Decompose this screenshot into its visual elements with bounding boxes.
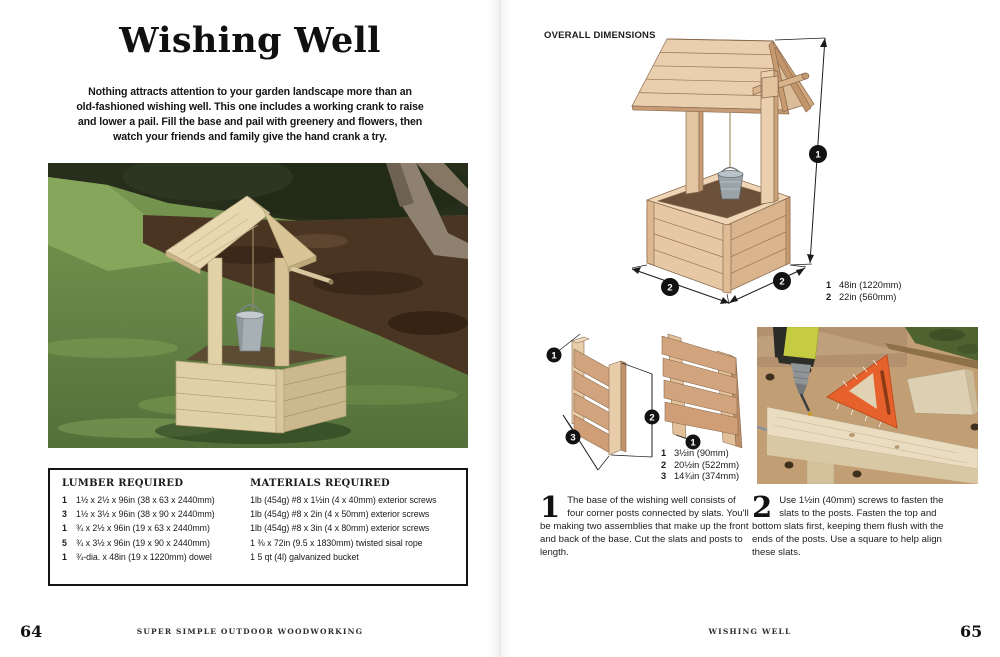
- lumber-row: [62, 493, 250, 507]
- wishing-well-garden-photo: [48, 163, 468, 448]
- roof: [632, 39, 814, 114]
- back-post: [686, 100, 703, 194]
- svg-text:1: 1: [690, 437, 696, 449]
- intro-line: old-fashioned wishing well. This one includes a working crank to raise: [76, 101, 424, 113]
- svg-text:3: 3: [570, 432, 576, 444]
- dimension-row: 1 48in (1220mm): [826, 280, 902, 290]
- intro-line: and lower a pail. Fill the base and pail with greenery and flowers, then: [77, 116, 423, 128]
- lumber-desc: ¾ x 2½ x 96in (19 x 63 x 2440mm): [76, 523, 210, 534]
- overall-dimensions-heading: OVERALL DIMENSIONS: [544, 30, 656, 41]
- lumber-heading: LUMBER REQUIRED: [62, 478, 184, 489]
- lumber-desc: ¾-dia. x 48in (19 x 1220mm) dowel: [76, 551, 212, 562]
- screw-head: [808, 412, 812, 416]
- materials-row: 1lb (454g) #8 x 3in (4 x 80mm) exterior screws: [250, 523, 430, 534]
- wishing-well-isometric-drawing: [592, 16, 892, 316]
- materials-required-list: [250, 478, 454, 584]
- drilling-step-photo: [757, 327, 978, 484]
- lumber-row: [62, 521, 250, 535]
- dimension-row: 3 14¾in (374mm): [661, 471, 740, 482]
- step-number: 1: [540, 490, 561, 524]
- page-title: Wishing Well: [119, 20, 381, 61]
- lumber-row: [62, 536, 250, 550]
- dimension-row: 2 22in (560mm): [826, 291, 897, 302]
- materials-heading: MATERIALS REQUIRED: [250, 478, 391, 489]
- left-post: [208, 258, 222, 368]
- page-number-left: 64: [20, 622, 43, 641]
- page-spine: [488, 0, 512, 657]
- lumber-qty: 3: [62, 509, 67, 520]
- lumber-required-list: [62, 478, 250, 584]
- lumber-qty: 1: [62, 495, 67, 505]
- lumber-desc: ¾ x 3½ x 96in (19 x 90 x 2440mm): [76, 537, 210, 548]
- running-footer-series: SUPER SIMPLE OUTDOOR WOODWORKING: [136, 627, 364, 636]
- svg-text:1: 1: [551, 350, 557, 362]
- bucket: [718, 168, 743, 200]
- lumber-desc: 1½ x 3½ x 96in (38 x 90 x 2440mm): [76, 509, 215, 520]
- intro-line: Nothing attracts attention to your garden landscape more than an: [88, 86, 412, 98]
- lumber-row: [62, 507, 250, 521]
- panel-dimensions-legend: [661, 448, 739, 483]
- right-panel-assembly: [662, 334, 742, 448]
- requirements-box: [48, 468, 468, 586]
- step-number: 2: [752, 490, 773, 524]
- intro-paragraph: [50, 85, 450, 145]
- step-1-instruction: [540, 490, 750, 559]
- page-number-right: 65: [960, 622, 983, 641]
- right-post: [275, 258, 289, 366]
- step-2-instruction: [752, 490, 964, 559]
- dimension-row: 2 20½in (522mm): [661, 459, 740, 470]
- overall-dimensions-legend: [826, 280, 902, 303]
- materials-row: 1 ⅜ x 72in (9.5 x 1830mm) twisted sisal rope: [250, 537, 423, 548]
- step-text: The base of the wishing well consists of four corner posts connected by slats. You'll be making two assemblies that make up the front and back of the base. Cut the slats and posts to length.: [540, 495, 749, 558]
- lumber-qty: 1: [62, 551, 67, 562]
- lumber-row: [62, 550, 250, 564]
- materials-row: 1lb (454g) #8 x 2in (4 x 50mm) exterior screws: [250, 509, 430, 520]
- intro-line: watch your friends and family give the hand crank a try.: [113, 131, 387, 143]
- svg-text:2: 2: [779, 276, 785, 288]
- lumber-qty: 1: [62, 523, 67, 534]
- running-footer-chapter: WISHING WELL: [708, 627, 792, 636]
- bucket: [236, 305, 264, 351]
- materials-row: 1 5 qt (4l) galvanized bucket: [250, 551, 359, 562]
- step-text: Use 1½in (40mm) screws to fasten the slats to the posts. Fasten the top and bottom slats first, keeping them flush with the ends of the posts. Use a square to help align these slats.: [752, 495, 944, 558]
- svg-text:1: 1: [815, 149, 821, 161]
- materials-row: 1lb (454g) #8 x 1½in (4 x 40mm) exterior screws: [250, 495, 437, 505]
- lumber-desc: 1½ x 2½ x 96in (38 x 63 x 2440mm): [76, 495, 215, 505]
- svg-text:2: 2: [667, 282, 673, 294]
- lumber-qty: 5: [62, 537, 67, 548]
- svg-text:2: 2: [649, 412, 655, 424]
- dimension-row: 1 3½in (90mm): [661, 448, 729, 458]
